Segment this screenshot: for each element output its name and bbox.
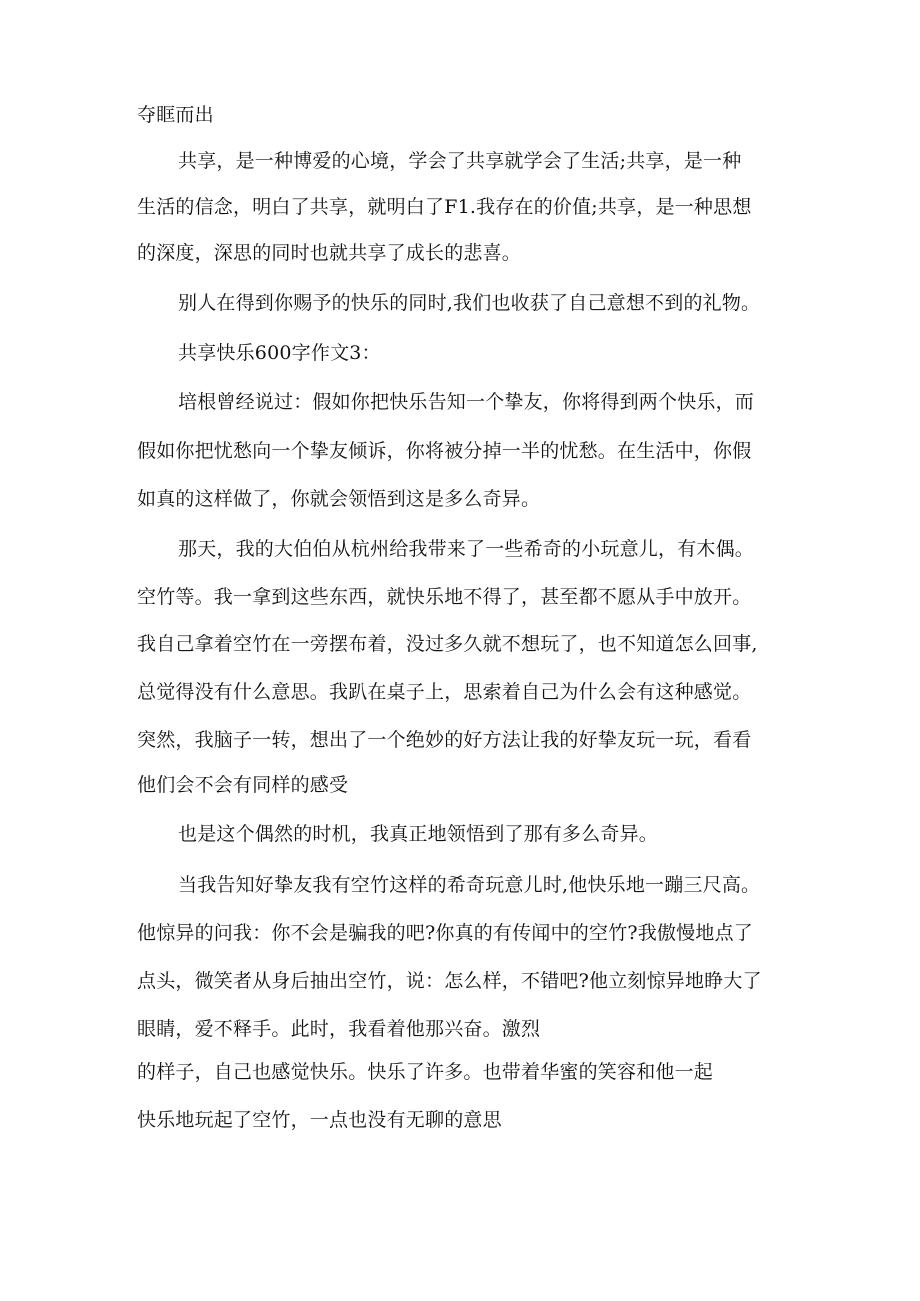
text-line: 别人在得到你赐予的快乐的同时,我们也收获了自己意想不到的礼物。: [178, 292, 761, 314]
text-line: 共享快乐600字作文3：: [178, 342, 381, 364]
text-line: 如真的这样做了，你就会领悟到这是多么奇异。: [137, 488, 541, 510]
text-line: 假如你把忧愁向一个挚友倾诉，你将被分掉一半的忧愁。在生活中，你假: [137, 440, 752, 462]
text-line: 共享，是一种博爱的心境，学会了共享就学会了生活;共享，是一种: [178, 150, 742, 172]
text-line: 培根曾经说过：假如你把快乐告知一个挚友，你将得到两个快乐，而: [178, 391, 755, 413]
text-line: 快乐地玩起了空竹，一点也没有无聊的意思: [137, 1109, 502, 1131]
text-line: 那天，我的大伯伯从杭州给我带来了一些希奇的小玩意儿，有木偶。: [178, 538, 755, 560]
text-line: 总觉得没有什么意思。我趴在桌子上，思索着自己为什么会有这种感觉。: [137, 681, 752, 703]
text-line: 点头，微笑者从身后抽出空竹，说：怎么样，不错吧?他立刻惊异地睁大了: [137, 970, 762, 992]
text-line: 生活的信念，明白了共享，就明白了F1.我存在的价值;共享，是一种思想: [137, 196, 752, 218]
text-line: 也是这个偶然的时机，我真正地领悟到了那有多么奇异。: [178, 823, 659, 845]
text-line: 他惊异的问我：你不会是骗我的吧?你真的有传闻中的空竹?我傲慢地点了: [137, 922, 753, 944]
text-line: 眼睛，爱不释手。此时，我看着他那兴奋。激烈: [137, 1018, 541, 1040]
text-line: 夺眶而出: [137, 104, 214, 126]
text-line: 他们会不会有同样的感受: [137, 774, 349, 796]
text-line: 空竹等。我一拿到这些东西，就快乐地不得了，甚至都不愿从手中放开。: [137, 586, 752, 608]
text-line: 的深度，深思的同时也就共享了成长的悲喜。: [137, 242, 522, 264]
text-line: 突然，我脑子一转，想出了一个绝妙的好方法让我的好挚友玩一玩，看看: [137, 729, 752, 751]
text-line: 我自己拿着空竹在一旁摆布着，没过多久就不想玩了，也不知道怎么回事,: [137, 633, 758, 655]
text-line: 的样子，自己也感觉快乐。快乐了许多。也带着华蜜的笑容和他一起: [137, 1061, 714, 1083]
text-line: 当我告知好挚友我有空竹这样的希奇玩意儿时,他快乐地一蹦三尺高。: [178, 874, 761, 896]
